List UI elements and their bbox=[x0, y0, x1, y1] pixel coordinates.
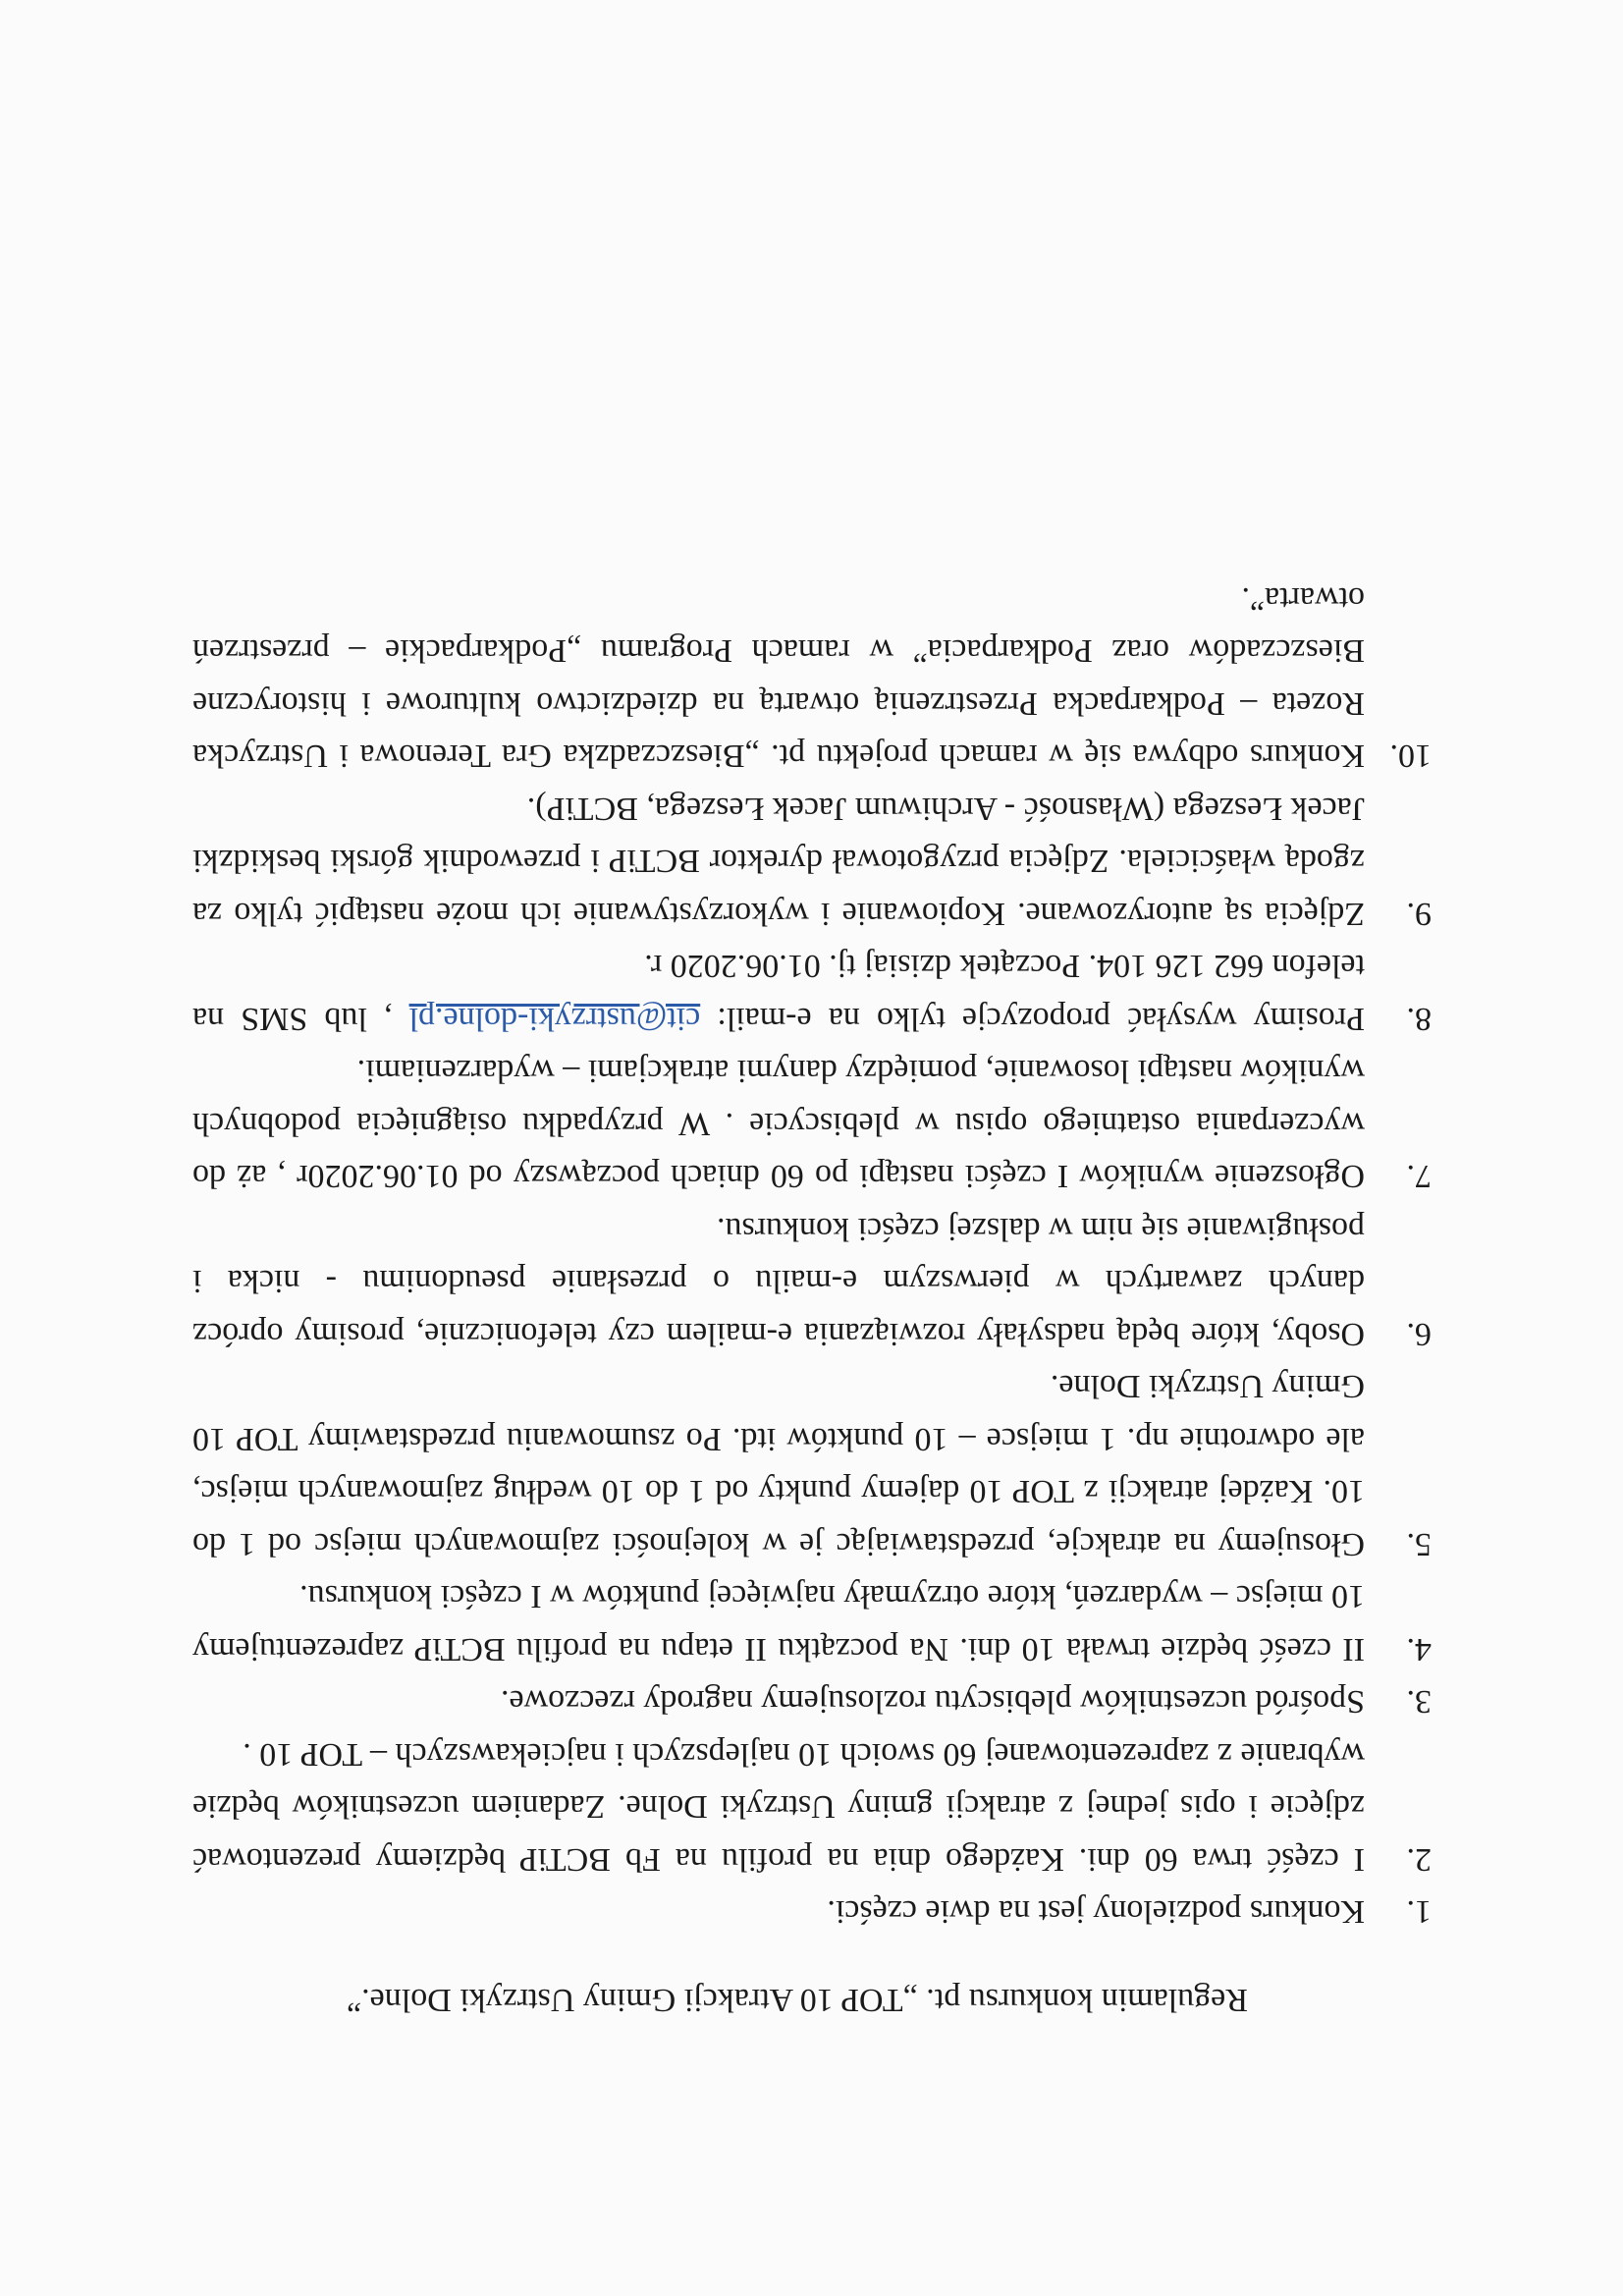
rule-text: II cześć będzie trwała 10 dni. Na początku II etapu na profilu BCTiP zaprezentujemy 10 miejsc – wydarzeń, które otrzymały najwięcej punktów w I części konkursu. bbox=[192, 1578, 1365, 1667]
document-body bbox=[192, 573, 1432, 2027]
rule-number: 2. bbox=[1406, 1841, 1432, 1878]
rule-number: 9. bbox=[1406, 896, 1432, 932]
rule-number: 7. bbox=[1406, 1158, 1432, 1195]
rule-number: 3. bbox=[1406, 1683, 1432, 1721]
rules-list bbox=[192, 573, 1432, 1939]
rule-item bbox=[192, 940, 1432, 1045]
rule-item bbox=[192, 1728, 1432, 1886]
rule-text: Spośród uczestników plebiscytu rozlosujemy nagrody rzeczowe. bbox=[501, 1683, 1365, 1721]
rule-number: 5. bbox=[1406, 1526, 1432, 1562]
document-title: Regulamin konkursu pt. „TOP 10 Atrakcji Gminy Ustrzyki Dolne.” bbox=[347, 1982, 1248, 2018]
rule-text: Konkurs podzielony jest na dwie części. bbox=[827, 1893, 1365, 1931]
rule-text: Osoby, które będą nadsyłały rozwiązania e-mailem czy telefonicznie, prosimy oprócz danych zawartych w pierwszym e-mailu o przesłanie pseudonimu - nicka i posługiwanie się nim w dalszej części konkursu. bbox=[192, 1211, 1365, 1352]
rule-text: I część trwa 60 dni. Każdego dnia na profilu na Fb BCTiP będziemy prezentować zdjęcie i opis jednej z atrakcji gminy Ustrzyki Dolne. Zadaniem uczestników będzie wybranie z zaprezentowanej 60 swoich 10 najlepszych i najciekawszych – TOP 10 . bbox=[192, 1736, 1365, 1878]
rule-item bbox=[192, 1570, 1432, 1675]
email-link[interactable]: cit@ustrzyki-dolne.pl bbox=[408, 1001, 701, 1037]
rule-text-before-email: Prosimy wysyłać propozycje tylko na e-mail: bbox=[700, 1001, 1365, 1037]
rule-item bbox=[192, 1675, 1432, 1728]
rule-number: 10. bbox=[1389, 738, 1432, 775]
rule-number: 6. bbox=[1406, 1316, 1432, 1352]
rule-text: Zdjęcia są autoryzowane. Kopiowanie i wykorzystywanie ich może nastąpić tylko za zgodą właściciela. Zdjęcia przygotował dyrektor BCTiP i przewodnik górski beskidzki Jacek Łeszega (Własność - Archiwum Jacek Łeszega, BCTiP). bbox=[192, 791, 1365, 932]
rule-text-after-email: , lub SMS na telefon 662 126 104. Początek dzisiaj tj. 01.06.2020 r. bbox=[192, 948, 1365, 1037]
rule-item bbox=[192, 1045, 1432, 1203]
rule-text: Ogłoszenie wyników I części nastąpi po 60 dniach począwszy od 01.06.2020r , aż do wyczerpania ostatniego opisu w plebiscycie . W przypadku osiągnięcia podobnych wyników nastąpi losowanie, pomiędzy danymi atrakcjami – wydarzeniami. bbox=[192, 1053, 1365, 1195]
rule-text: Konkurs odbywa się w ramach projektu pt. „Bieszczadzka Gra Terenowa i Ustrzycka Rozeta – Podkarpacka Przestrzenią otwartą na dziedzictwo kulturowe i historyczne Bieszczadów oraz Podkarpacia” w ramach Programu „Podkarpackie – przestrzeń otwarta”. bbox=[192, 580, 1365, 775]
rule-number: 1. bbox=[1406, 1893, 1432, 1931]
rule-item bbox=[192, 573, 1432, 783]
rule-item bbox=[192, 783, 1432, 941]
rule-text: Głosujemy na atrakcje, przedstawiając je w kolejności zajmowanych miejsc od 1 do 10. Każdej atrakcji z TOP 10 dajemy punkty od 1 do 10 według zajmowanych miejsc, ale odwrotnie np. 1 miejsce – 10 punktów itd. Po zsumowaniu przedstawimy TOP 10 Gminy Ustrzyki Dolne. bbox=[192, 1368, 1365, 1562]
rule-item bbox=[192, 1360, 1432, 1570]
rule-item bbox=[192, 1886, 1432, 1939]
rule-number: 8. bbox=[1406, 1001, 1432, 1037]
rule-number: 4. bbox=[1406, 1631, 1432, 1667]
rule-item bbox=[192, 1203, 1432, 1361]
